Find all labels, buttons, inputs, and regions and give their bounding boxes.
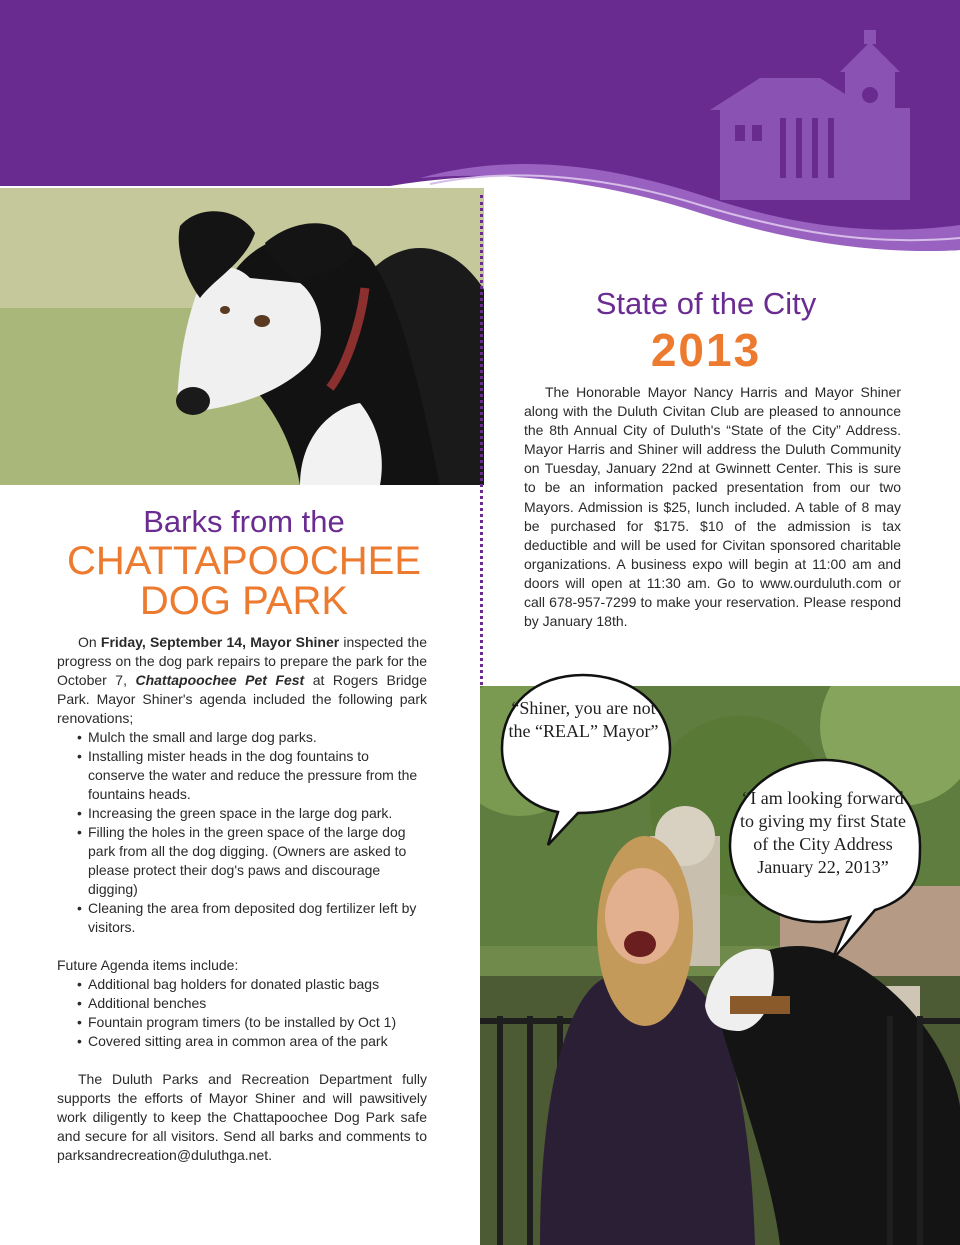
dog-park-title — [40, 503, 448, 621]
closing-paragraph: The Duluth Parks and Recreation Department fully supports the efforts of Mayor Shiner and will pawsitively work diligently to keep the Chattapoochee Dog Park safe and secure for all visitors. Send all barks and comments to parksandrecreation@duluthga.net. — [57, 1071, 427, 1163]
state-of-city-title — [520, 283, 892, 375]
state-of-city-article: The Honorable Mayor Nancy Harris and Mayor Shiner along with the Duluth Civitan Club are pleased to announce the 8th Annual City of Duluth's “State of the City” Address. Mayor Harris and Shiner will address the Duluth Community on Tuesday, January 22nd at Gwinnett Center. This is sure to be an information packed presentation from our two Mayors. Admission is $25, lunch included. A table of 8 may be purchased for $175. $10 of the admission is tax deductible and will be used for Civitan sponsored charitable organizations. A business expo will begin at 11:00 am and doors will open at 11:30 am. Go to www.ourduluth.com or call 678-957-7299 to make your reservation. Please respond by January 18th. — [524, 384, 901, 630]
title-line-2: CHATTAPOOCHEE — [66, 539, 422, 583]
renovation-list — [57, 728, 427, 937]
dog-photo — [0, 188, 484, 485]
list-item: • Covered sitting area in common area of the park — [57, 1032, 427, 1051]
list-item: • Additional benches — [57, 994, 427, 1013]
list-item: • Mulch the small and large dog parks. — [57, 728, 427, 747]
state-year: 2013 — [650, 324, 762, 376]
intro-tail: at Rogers Bridge Park. Mayor Shiner's agenda included the following park renovations; — [57, 672, 427, 726]
list-item: • Installing mister heads in the dog fountains to conserve the water and reduce the pressure from the fountains heads. — [57, 747, 427, 804]
list-item: • Fountain program timers (to be installed by Oct 1) — [57, 1013, 427, 1032]
column-divider — [480, 195, 483, 685]
event-name: Chattapoochee Pet Fest — [135, 672, 305, 688]
list-item: • Filling the holes in the green space of the large dog park from all the dog digging. (Owners are asked to please protect their dog's paws and discourage digging) — [57, 823, 427, 899]
list-item: • Increasing the green space in the large dog park. — [57, 804, 427, 823]
title-line-1: Barks from the — [143, 504, 345, 539]
intro-paragraph — [57, 633, 427, 728]
intro-mid: inspected the progress on the dog park repairs to prepare the park for the October 7, — [57, 634, 428, 688]
dog-park-article — [57, 633, 427, 1165]
future-heading: Future Agenda items include: — [57, 957, 239, 973]
title-line-3: DOG PARK — [139, 579, 349, 623]
state-title: State of the City — [595, 286, 817, 321]
bubble-right-text: “I am looking forward to giving my first State of the City Address January 22, 2013” — [740, 788, 906, 877]
bubble-left-text: “Shiner, you are not the “REAL” Mayor” — [508, 698, 659, 741]
intro-date: Friday, September 14, Mayor Shiner — [100, 634, 340, 650]
list-item: • Cleaning the area from deposited dog fertilizer left by visitors. — [57, 899, 427, 937]
future-list — [57, 975, 427, 1051]
intro-lead: On — [78, 634, 101, 650]
list-item: • Additional bag holders for donated plastic bags — [57, 975, 427, 994]
